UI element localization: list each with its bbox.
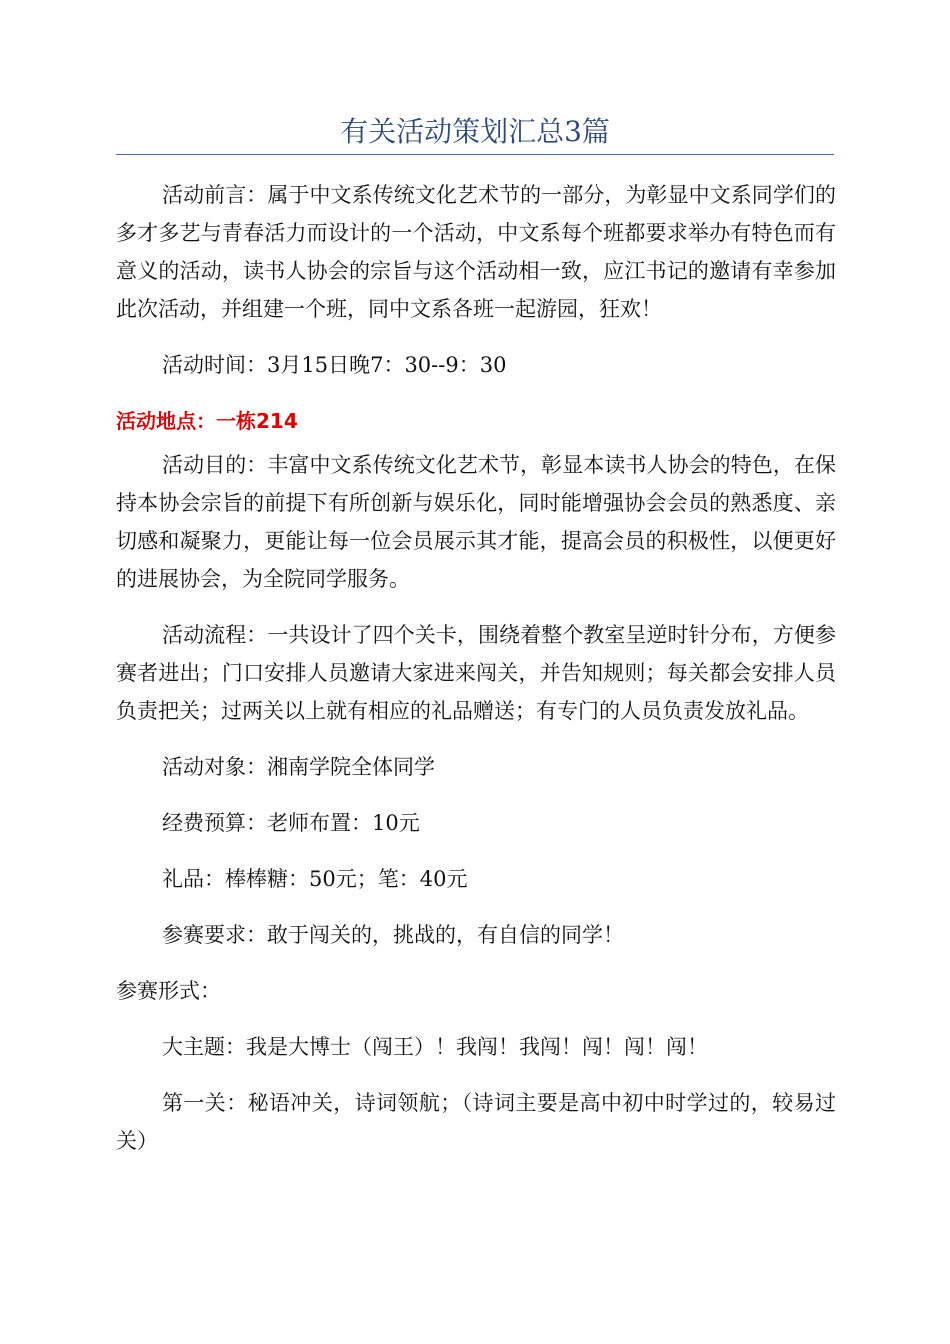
paragraph-location: 活动地点：一栋214	[116, 409, 298, 433]
paragraph-theme: 大主题：我是大博士（闯王）！我闯！我闯！闯！闯！闯！	[162, 1035, 708, 1059]
document-body	[116, 176, 836, 1178]
paragraph-audience: 活动对象：湘南学院全体同学	[162, 755, 435, 779]
title-underline	[116, 154, 834, 155]
paragraph-gifts: 礼品：棒棒糖：50元；笔：40元	[162, 867, 468, 891]
paragraph-purpose: 活动目的：丰富中文系传统文化艺术节，彰显本读书人协会的特色，在保持本协会宗旨的前提下有所创新与娱乐化，同时能增强协会会员的熟悉度、亲切感和凝聚力，更能让每一位会员展示其才能，提高会员的积极性，以便更好的进展协会，为全院同学服务。	[116, 453, 836, 591]
document-title: 有关活动策划汇总3篇	[340, 115, 610, 148]
paragraph-time: 活动时间：3月15日晚7：30--9：30	[162, 353, 507, 377]
paragraph-preface: 活动前言：属于中文系传统文化艺术节的一部分，为彰显中文系同学们的多才多艺与青春活力而设计的一个活动，中文系每个班都要求举办有特色而有意义的活动，读书人协会的宗旨与这个活动相一致，应江书记的邀请有幸参加此次活动，并组建一个班，同中文系各班一起游园，狂欢！	[116, 183, 836, 321]
paragraph-budget: 经费预算：老师布置：10元	[162, 811, 420, 835]
paragraph-level1: 第一关：秘语冲关，诗词领航；（诗词主要是高中初中时学过的，较易过关）	[116, 1091, 836, 1153]
paragraph-process: 活动流程：一共设计了四个关卡，围绕着整个教室呈逆时针分布，方便参赛者进出；门口安排人员邀请大家进来闯关，并告知规则；每关都会安排人员负责把关；过两关以上就有相应的礼品赠送；有专门的人员负责发放礼品。	[116, 623, 836, 723]
paragraph-requirements: 参赛要求：敢于闯关的，挑战的，有自信的同学！	[162, 923, 624, 947]
paragraph-format-heading: 参赛形式：	[116, 979, 221, 1003]
